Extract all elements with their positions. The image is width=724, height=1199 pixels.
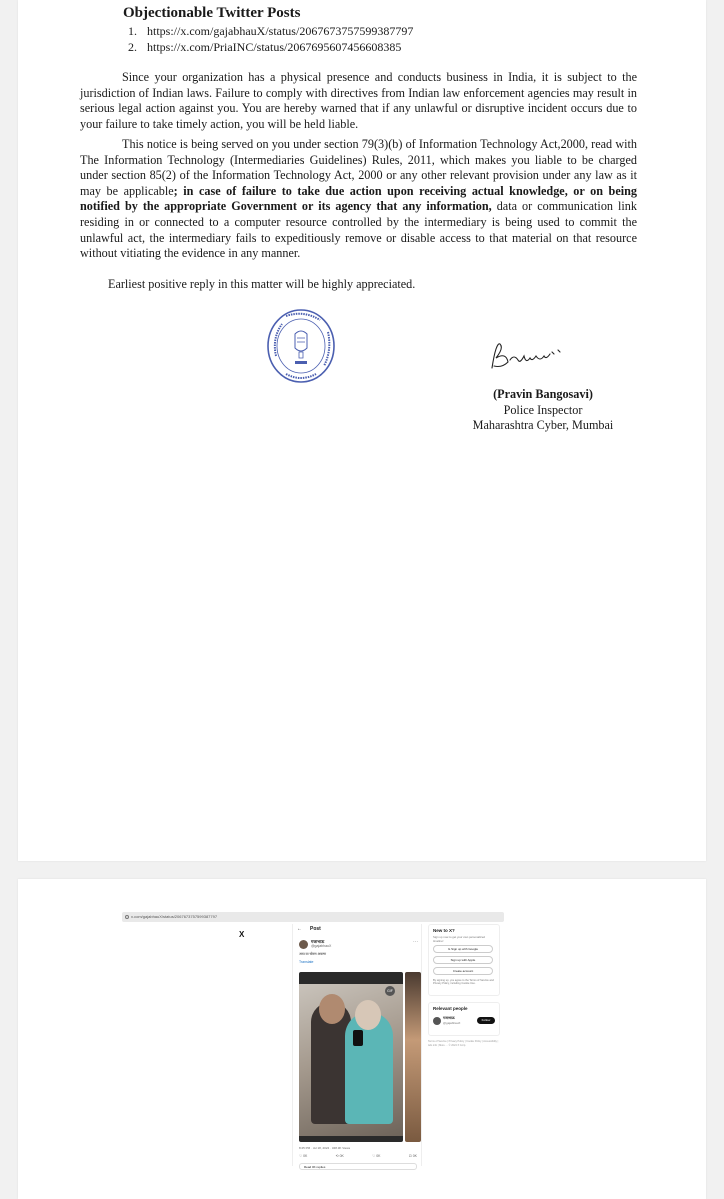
lock-icon	[125, 915, 129, 919]
back-arrow-icon[interactable]: ←	[297, 926, 302, 932]
signatory-block	[463, 387, 623, 434]
post-text: आप या चोरण अवरण	[299, 952, 327, 956]
footer-links[interactable]: Terms of Service | Privacy Policy | Cookie Policy | Accessibility | Ads info | More ··· © 2024 X Corp.	[428, 1040, 499, 1047]
link-url[interactable]: https://x.com/PriaINC/status/2067695607456608385	[147, 39, 402, 54]
bookmark-icon[interactable]: ⊡ 0K	[408, 1154, 417, 1158]
signatory-name: (Pravin Bangosavi)	[493, 387, 593, 401]
paragraph-jurisdiction-text: Since your organization has a physical presence and conducts business in India, it is subject to the jurisdiction of Indian laws. Failure to comply with directives from Indian law enforcement agencies may result in serious legal action against you. You are hereby warned that if any unlawful or disruptive incident occurs due to your failure to take timely action, you will be held liable.	[80, 70, 637, 131]
paragraph-closing: Earliest positive reply in this matter will be highly appreciated.	[108, 277, 416, 291]
link-item[interactable]	[128, 40, 413, 56]
browser-url-bar[interactable]	[122, 912, 504, 922]
x-logo-icon[interactable]: X	[239, 930, 245, 939]
relevant-person-name[interactable]: गजाभाऊ	[443, 1016, 455, 1020]
link-item[interactable]	[128, 24, 413, 40]
letter-page	[18, 0, 706, 861]
link-list	[128, 24, 413, 55]
letter-heading: Objectionable Twitter Posts	[123, 5, 301, 21]
gif-badge: GIF	[385, 986, 395, 996]
post-image-second[interactable]	[405, 972, 421, 1142]
read-replies-button[interactable]: Read 0K replies	[299, 1163, 417, 1170]
terms-text: By signing up, you agree to the Terms of Service and Privacy Policy, including Cookie Use.	[433, 979, 494, 985]
new-to-x-subtitle: Sign up now to get your own personalized timeline!	[433, 935, 485, 943]
post-actions	[299, 1154, 417, 1158]
reply-icon[interactable]: ♡ 0K	[299, 1154, 308, 1158]
repost-icon[interactable]: ⟲ 0K	[335, 1154, 344, 1158]
paragraph-notice	[80, 137, 637, 262]
link-number: 2.	[128, 39, 137, 54]
link-url[interactable]: https://x.com/gajabhauX/status/2067673757599387797	[147, 24, 414, 38]
paragraph-notice-text-end: data or communication link residing in or connected to a computer resource controlled by the intermediary is being used to commit the unlawful act, the intermediary fails to expeditiously remove or disable access to that material on that resource without vitiating the evidence in any manner.	[80, 199, 637, 261]
create-account-button[interactable]: Create account	[433, 967, 493, 975]
new-to-x-title: New to X?	[433, 928, 455, 933]
paragraph-jurisdiction	[80, 70, 637, 132]
post-author-handle[interactable]: @gajabhauX	[311, 944, 332, 948]
url-text: x.com/gajabhauX/status/2067673757599387797	[131, 914, 218, 919]
paragraph-notice-bold: ; in case of failure to take due action upon receiving actual knowledge, or on being notified by the appropriate Government or its agency that any information,	[80, 183, 637, 214]
post-column	[292, 924, 422, 1169]
follow-button[interactable]: Follow	[477, 1017, 495, 1024]
signup-google-button[interactable]: G Sign up with Google	[433, 945, 493, 953]
signatory-office: Maharashtra Cyber, Mumbai	[472, 418, 614, 432]
official-seal-icon	[266, 308, 336, 384]
avatar[interactable]	[299, 940, 308, 949]
signature-icon	[486, 338, 568, 374]
post-author-name[interactable]: गजाभाऊ	[311, 939, 325, 944]
translate-link[interactable]: Translate	[299, 960, 314, 964]
evidence-page	[18, 879, 706, 1199]
signup-apple-button[interactable]: Sign up with Apple	[433, 956, 493, 964]
post-header: Post	[310, 926, 321, 932]
link-number: 1.	[128, 24, 137, 38]
new-to-x-panel	[428, 924, 500, 996]
avatar[interactable]	[433, 1017, 441, 1025]
relevant-people-panel	[428, 1002, 500, 1036]
relevant-people-title: Relevant people	[433, 1006, 468, 1011]
signatory-title: Police Inspector	[503, 402, 583, 417]
more-options-icon[interactable]: ···	[413, 939, 418, 945]
like-icon[interactable]: ♡ 0K	[372, 1154, 381, 1158]
paragraph-notice-text: This notice is being served on you under section 79(3)(b) of Information Technology Act,2000, read with The Information Technology (Intermediaries Guidelines) Rules, 2011, which makes you liable to be charged under section 85(2) of the Information Technology Act, 2000 or any other relevant provision under any law as it may be applicable	[80, 137, 637, 198]
tweet-screenshot	[122, 912, 504, 1169]
post-image[interactable]	[299, 972, 403, 1142]
relevant-person-handle[interactable]: @gajabhauX	[443, 1021, 461, 1025]
post-timestamp: 8:25 PM · Jul 18, 2024 · 348.3K Views	[299, 1146, 351, 1150]
